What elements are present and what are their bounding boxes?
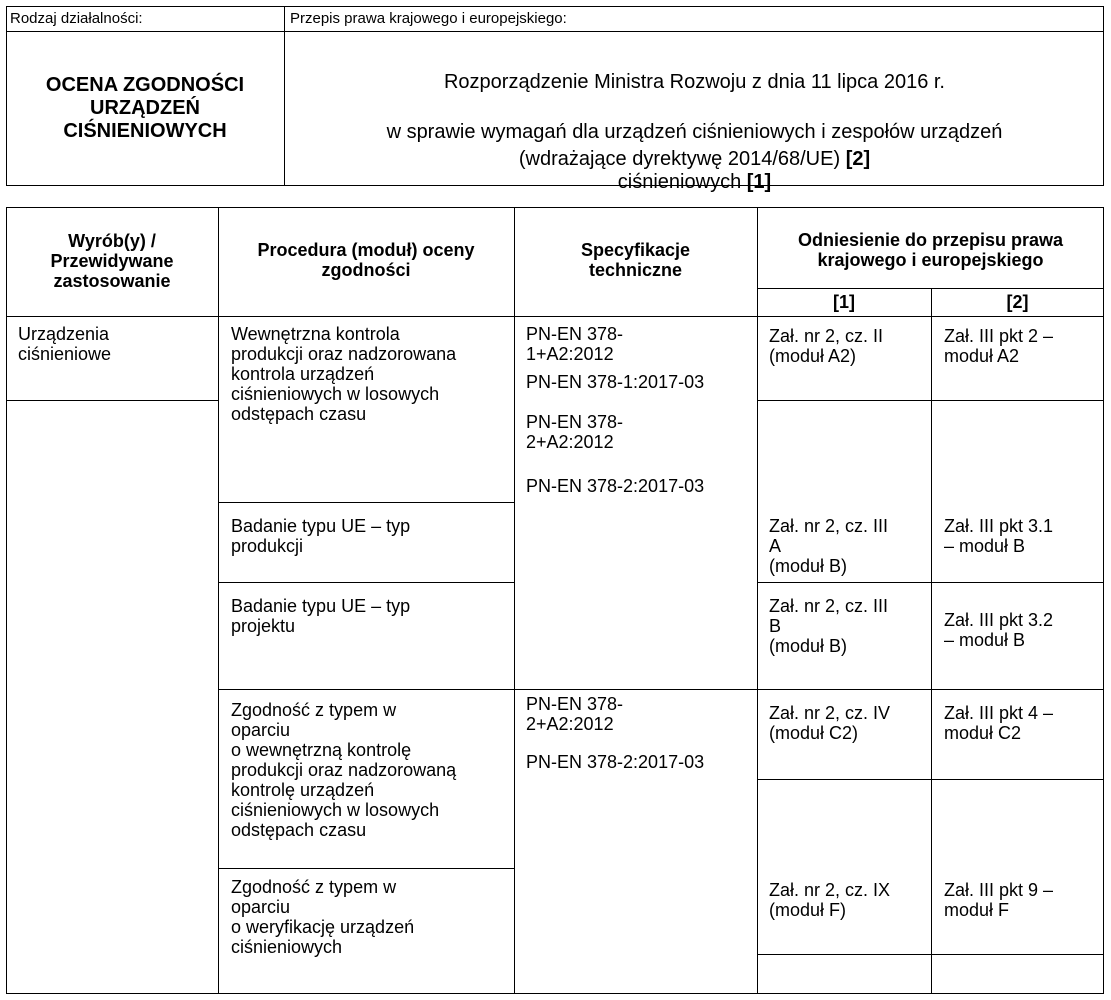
reference-1-cell: Zał. nr 2, cz. III B (moduł B): [769, 596, 889, 656]
vline-specs: [514, 207, 515, 994]
spec-item: PN-EN 378-1:2017-03: [526, 372, 705, 392]
hline-subheader: [757, 288, 1104, 289]
regulation-title: [285, 45, 1104, 220]
regulation-line-1: Rozporządzenie Ministra Rozwoju z dnia 11 lipca 2016 r.: [443, 71, 945, 93]
hline-row2: [218, 582, 514, 583]
law-label: Przepis prawa krajowego i europejskiego:: [290, 10, 567, 27]
activity-label: Rodzaj działalności:: [10, 10, 143, 27]
procedure-cell: Badanie typu UE – typ produkcji: [231, 516, 411, 556]
spec-item: PN-EN 378- 2+A2:2012: [526, 694, 624, 734]
directive-line: [285, 147, 1104, 172]
vline-procedure: [218, 207, 219, 994]
hline-header-bottom: [6, 316, 1104, 317]
hline-ref-bottom: [757, 954, 1104, 955]
hline-ref-row1: [757, 400, 1104, 401]
vline-ref2: [931, 288, 932, 994]
subheader-ref-2: [2]: [1006, 292, 1029, 312]
hline-row3: [218, 689, 1104, 690]
reference-1-cell: Zał. nr 2, cz. IV (moduł C2): [769, 703, 891, 743]
directive-reference: [2]: [845, 148, 871, 170]
hline-proc-row4: [218, 868, 514, 869]
procedure-cell: Zgodność z typem w oparciu o weryfikację urządzeń ciśnieniowych: [231, 877, 415, 957]
vline-ref1: [757, 207, 758, 994]
column-header-specs: Specyfikacje techniczne: [580, 240, 691, 280]
activity-title: OCENA ZGODNOŚCI URZĄDZEŃ CIŚNIENIOWYCH: [45, 74, 245, 142]
reference-2-cell: Zał. III pkt 3.2 – moduł B: [944, 610, 1054, 650]
spec-item: PN-EN 378-2:2017-03: [526, 476, 705, 496]
reference-1-cell: Zał. nr 2, cz. III A (moduł B): [769, 516, 889, 576]
procedure-cell: Zgodność z typem w oparciu o wewnętrzną kontrolę produkcji oraz nadzorowaną kontrolę urządzeń ciśnieniowych w losowych odstępach czasu: [231, 700, 457, 840]
product-cell: Urządzenia ciśnieniowe: [18, 324, 112, 364]
reference-1-cell: Zał. nr 2, cz. II (moduł A2): [769, 326, 884, 366]
reference-1-cell: Zał. nr 2, cz. IX (moduł F): [769, 880, 891, 920]
hline-proc-row1: [218, 502, 514, 503]
reference-2-cell: Zał. III pkt 4 – moduł C2: [944, 703, 1054, 743]
spec-item: PN-EN 378- 1+A2:2012: [526, 324, 624, 364]
regulation-line-2: w sprawie wymagań dla urządzeń ciśnieniowych i zespołów urządzeń: [386, 121, 1003, 143]
procedure-cell: Wewnętrzna kontrola produkcji oraz nadzorowana kontrola urządzeń ciśnieniowych w losowych odstępach czasu: [231, 324, 457, 424]
procedure-cell: Badanie typu UE – typ projektu: [231, 596, 411, 636]
regulation-line-3: [285, 170, 1104, 195]
spec-item: PN-EN 378-2:2017-03: [526, 752, 705, 772]
hline-ref-row4: [757, 779, 1104, 780]
regulation-line-3-text: ciśnieniowych: [617, 171, 742, 193]
directive-text: (wdrażające dyrektywę 2014/68/UE): [518, 148, 841, 170]
subheader-ref-1: [1]: [833, 292, 855, 312]
column-header-procedure: Procedura (moduł) oceny zgodności: [257, 240, 475, 280]
hline-row2-ref: [757, 582, 1104, 583]
hline-product-split: [6, 400, 218, 401]
reference-2-cell: Zał. III pkt 2 – moduł A2: [944, 326, 1054, 366]
regulation-reference: [1]: [746, 171, 772, 193]
reference-2-cell: Zał. III pkt 9 – moduł F: [944, 880, 1054, 920]
spec-item: PN-EN 378- 2+A2:2012: [526, 412, 624, 452]
column-header-product: Wyrób(y) / Przewidywane zastosowanie: [50, 231, 174, 291]
reference-2-cell: Zał. III pkt 3.1 – moduł B: [944, 516, 1054, 556]
column-header-reference: Odniesienie do przepisu prawa krajowego i europejskiego: [797, 230, 1064, 270]
